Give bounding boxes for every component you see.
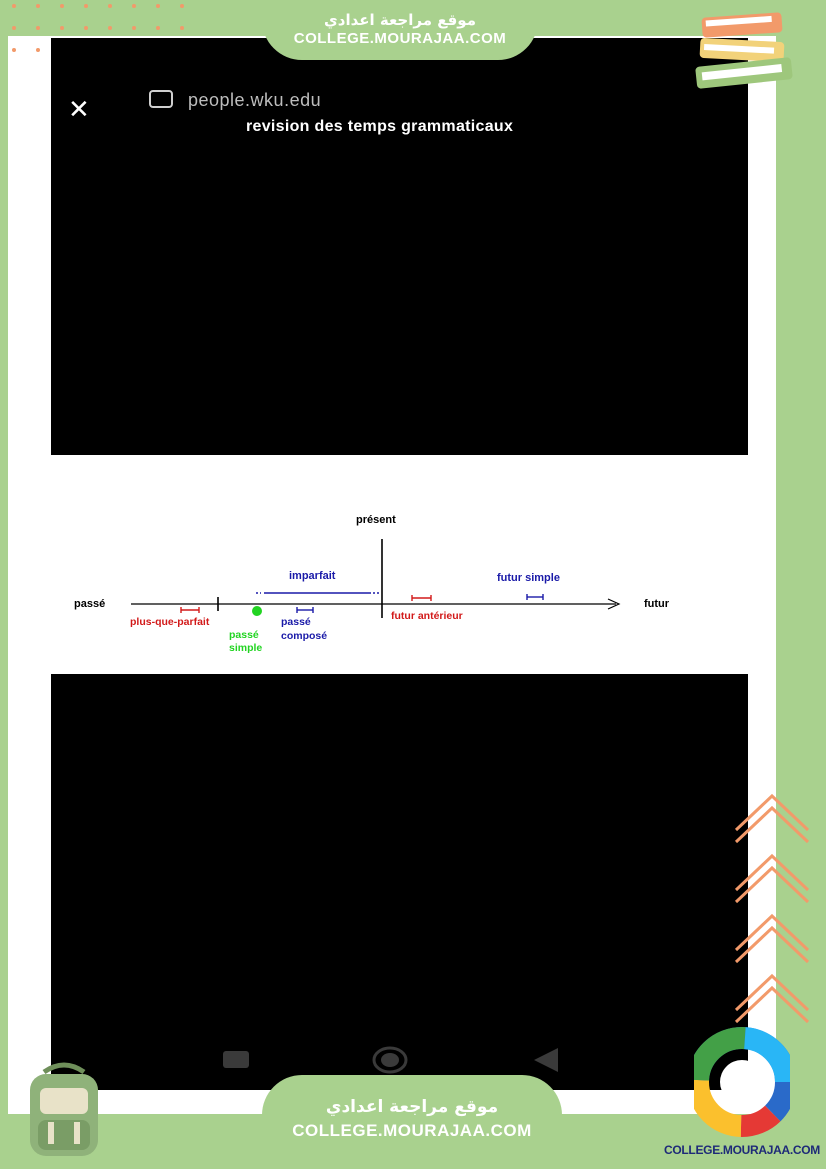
timeline-figure (51, 455, 748, 674)
backpack-icon (14, 1058, 114, 1158)
present-label: présent (356, 514, 396, 526)
header-site-name[interactable]: COLLEGE.MOURAJAA.COM (293, 30, 507, 47)
chevron-up-icons (732, 790, 822, 1050)
passe-simple-label-1: passé (229, 629, 259, 641)
futur-anterieur-label: futur antérieur (391, 610, 463, 622)
books-icon (692, 10, 802, 95)
url-text[interactable]: people.wku.edu (188, 90, 322, 110)
footer-arabic-title: موقع مراجعة اعدادي (325, 1097, 499, 1117)
imparfait-label: imparfait (289, 570, 336, 582)
passe-compose-label-2: composé (281, 630, 328, 642)
timeline-diagram (51, 455, 748, 674)
plus-que-parfait-label: plus-que-parfait (130, 616, 210, 628)
phone-screen-bottom (51, 674, 748, 1090)
futur-simple-label: futur simple (497, 572, 560, 584)
futur-label: futur (644, 598, 670, 610)
passe-simple-label-2: simple (229, 642, 263, 654)
logo-caption: COLLEGE.MOURAJAA.COM (664, 1143, 821, 1157)
recent-apps-icon[interactable] (222, 1050, 250, 1070)
passe-compose-label-1: passé (281, 616, 311, 628)
page-title: revision des temps grammaticaux (246, 118, 514, 135)
passe-simple-mark (252, 606, 262, 616)
header-arabic-title: موقع مراجعة اعدادي (324, 11, 476, 29)
header-brand-tab (262, 0, 538, 60)
close-icon[interactable]: ✕ (68, 94, 90, 124)
footer-brand-tab (262, 1075, 562, 1169)
footer-site-name[interactable]: COLLEGE.MOURAJAA.COM (292, 1121, 532, 1140)
passe-label: passé (74, 598, 106, 610)
back-icon[interactable] (530, 1046, 560, 1074)
tab-icon[interactable] (149, 90, 173, 108)
site-logo-icon[interactable] (694, 1022, 790, 1140)
home-icon[interactable] (371, 1045, 409, 1075)
